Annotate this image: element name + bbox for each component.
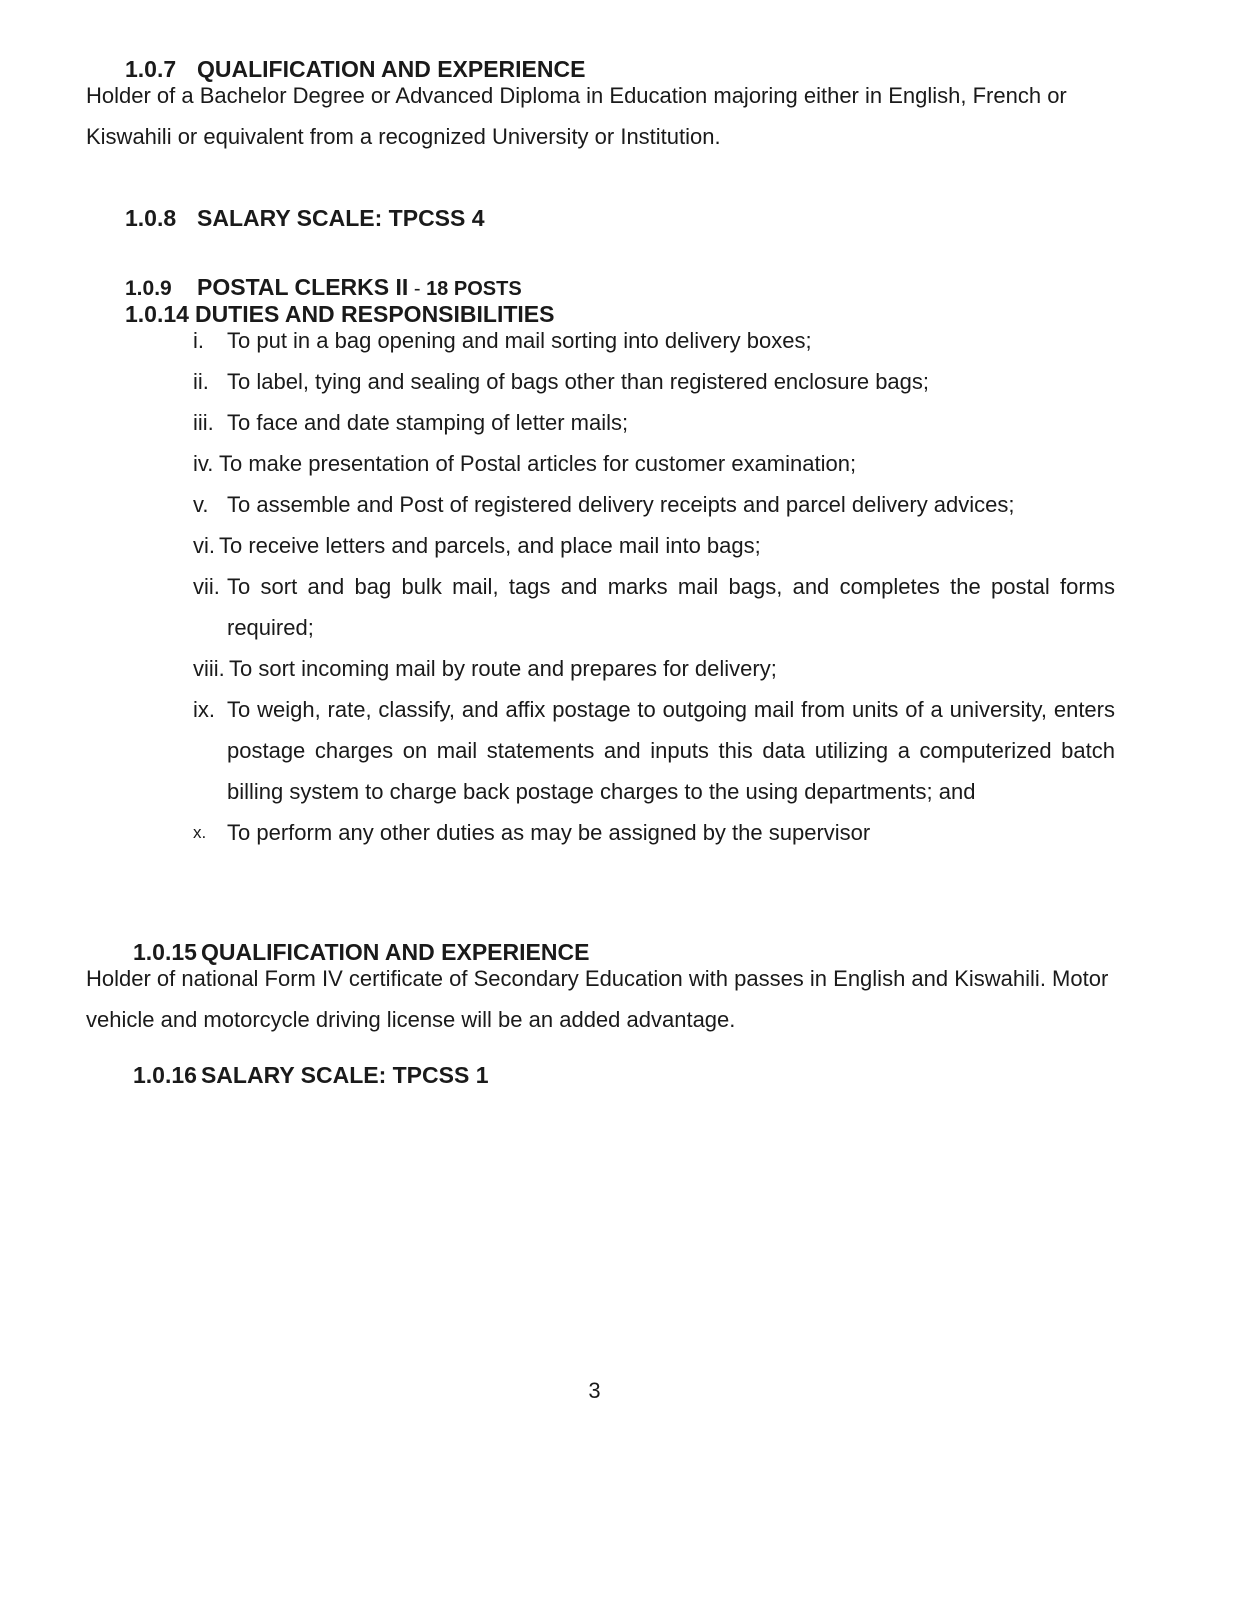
- section-number: 1.0.14: [125, 301, 189, 327]
- list-item: [193, 812, 1115, 853]
- section-number: 1.0.8: [125, 205, 177, 231]
- list-marker: ix.: [193, 697, 215, 722]
- section-title: SALARY SCALE: TPCSS 4: [197, 205, 485, 231]
- list-marker: viii.: [193, 656, 225, 681]
- list-marker: iv.: [193, 451, 214, 476]
- title-separator: -: [408, 278, 427, 300]
- section-title: SALARY SCALE: TPCSS 1: [200, 1062, 489, 1088]
- list-marker: x.: [193, 823, 207, 842]
- heading-1-0-16: [133, 1061, 489, 1089]
- list-item: [193, 648, 1115, 689]
- list-item-text: To face and date stamping of letter mails;: [227, 410, 629, 435]
- list-marker: i.: [193, 328, 204, 353]
- list-item-text: To sort incoming mail by route and prepares for delivery;: [229, 656, 777, 681]
- heading-1-0-9: [125, 273, 522, 303]
- list-item: [193, 525, 1115, 566]
- posts-count: 18 POSTS: [426, 278, 522, 300]
- list-item: [193, 443, 1115, 484]
- section-number: 1.0.7: [125, 56, 177, 82]
- section-title: DUTIES AND RESPONSIBILITIES: [194, 301, 555, 327]
- list-item: [193, 566, 1115, 648]
- list-item: [193, 361, 1115, 402]
- list-marker: v.: [193, 492, 209, 517]
- list-item: [193, 484, 1115, 525]
- list-marker: vi.: [193, 533, 215, 558]
- list-item-text: To weigh, rate, classify, and affix postage to outgoing mail from units of a university, enters postage charges on mail statements and inputs this data utilizing a computerized batch billing system to charge back postage charges to the using departments; and: [227, 697, 1115, 804]
- list-item-text: To sort and bag bulk mail, tags and marks mail bags, and completes the postal forms required;: [227, 574, 1115, 640]
- list-item-text: To perform any other duties as may be assigned by the supervisor: [227, 820, 871, 845]
- section-title: POSTAL CLERKS II: [197, 274, 409, 300]
- list-item: [193, 402, 1115, 443]
- duties-list: [193, 320, 1115, 853]
- list-marker: ii.: [193, 369, 209, 394]
- section-title: QUALIFICATION AND EXPERIENCE: [200, 939, 590, 965]
- section-title: QUALIFICATION AND EXPERIENCE: [197, 56, 586, 82]
- list-marker: iii.: [193, 410, 214, 435]
- list-item: [193, 689, 1115, 812]
- list-item-text: To assemble and Post of registered delivery receipts and parcel delivery advices;: [227, 492, 1015, 517]
- list-marker: vii.: [193, 574, 220, 599]
- qualification-paragraph-2: Holder of national Form IV certificate of Secondary Education with passes in English and Kiswahili. Motor vehicle and motorcycle driving license will be an added advantage.: [86, 966, 1109, 1032]
- section-number: 1.0.9: [125, 277, 172, 300]
- section-number: 1.0.15: [133, 939, 197, 965]
- list-item: [193, 320, 1115, 361]
- list-item-text: To make presentation of Postal articles for customer examination;: [219, 451, 857, 476]
- list-item-text: To put in a bag opening and mail sorting into delivery boxes;: [227, 328, 812, 353]
- list-item-text: To label, tying and sealing of bags other than registered enclosure bags;: [227, 369, 930, 394]
- section-number: 1.0.16: [133, 1062, 197, 1088]
- heading-1-0-8: [125, 204, 485, 232]
- qualification-paragraph-1: Holder of a Bachelor Degree or Advanced Diploma in Education majoring either in English, French or Kiswahili or equivalent from a recognized University or Institution.: [86, 83, 1067, 149]
- list-item-text: To receive letters and parcels, and place mail into bags;: [219, 533, 761, 558]
- page-number: 3: [588, 1378, 601, 1403]
